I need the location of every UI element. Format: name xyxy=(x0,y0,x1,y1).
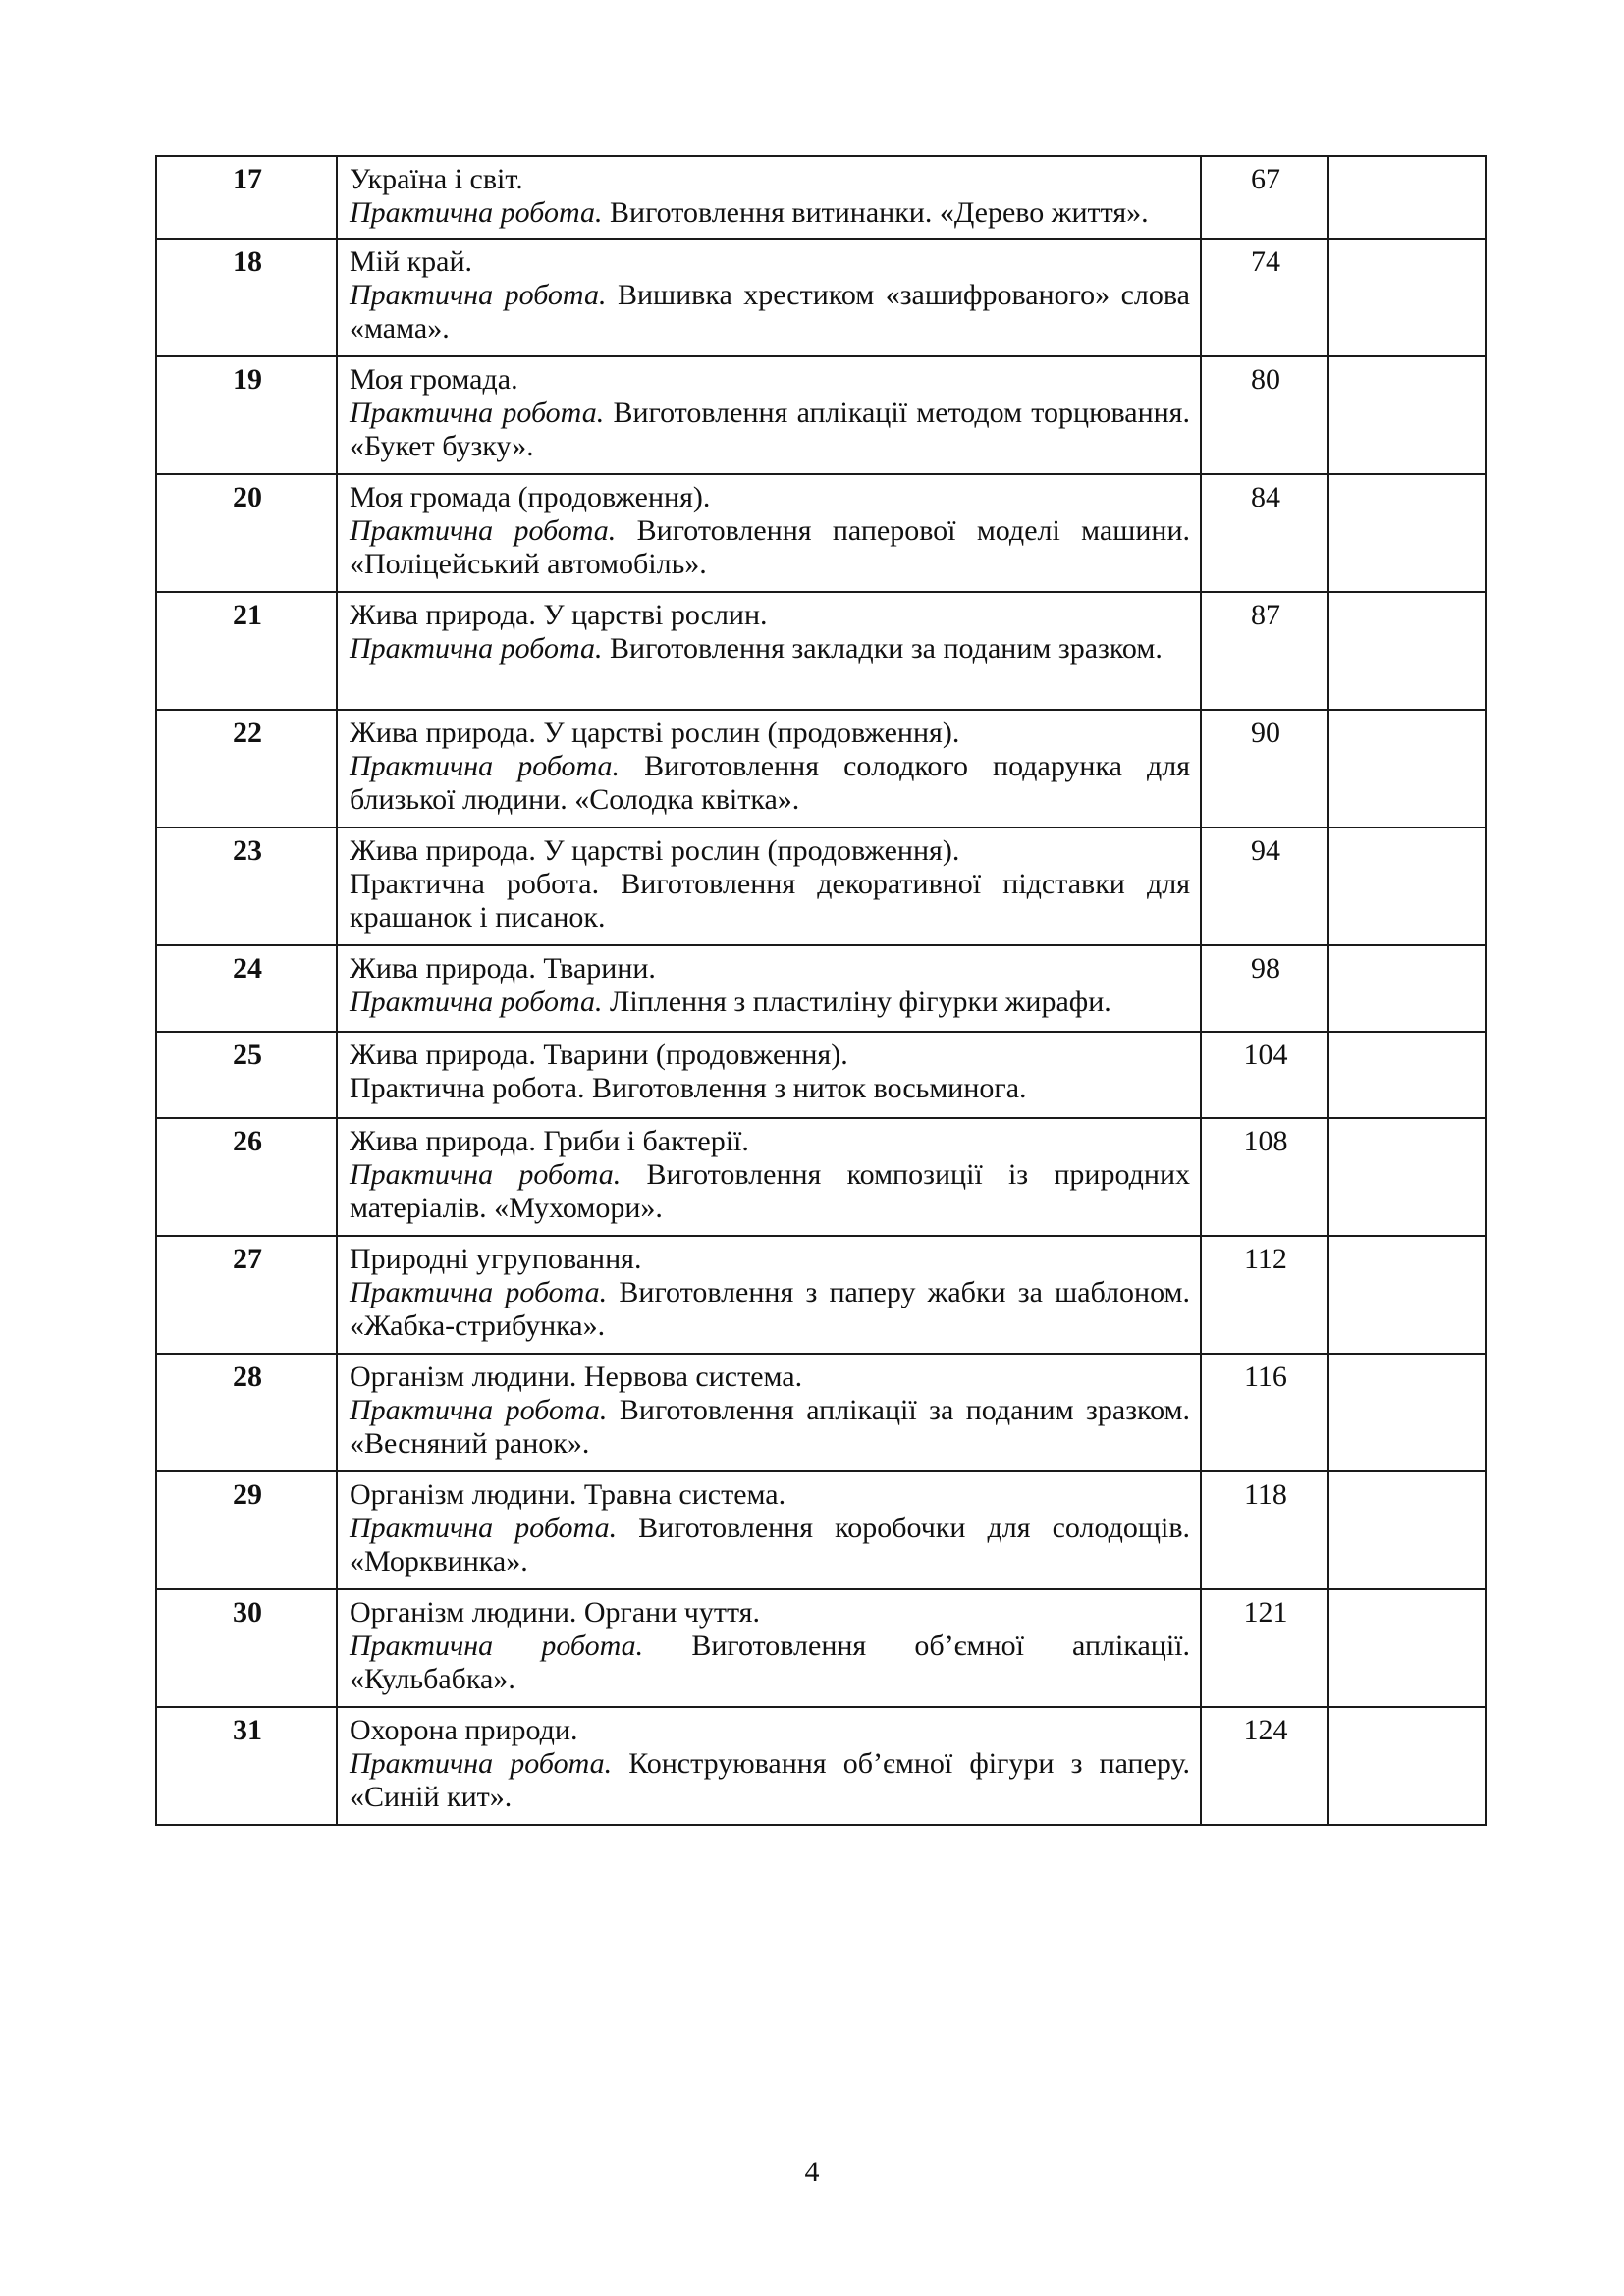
lesson-topic-cell xyxy=(337,474,1201,592)
lesson-mark-cell xyxy=(1328,1236,1486,1354)
lesson-mark-cell xyxy=(1328,239,1486,356)
practical-work-label: Практична робота. xyxy=(350,1512,618,1544)
practical-work-task: Конструювання об’ємної фігури з паперу. «Синій кит». xyxy=(350,1747,1190,1813)
practical-work-task: Виготовлення з ниток восьминога. xyxy=(591,1072,1027,1104)
lesson-number: 31 xyxy=(156,1707,337,1825)
lesson-title: Україна і світ. xyxy=(350,163,523,195)
lesson-title: Природні угруповання. xyxy=(350,1243,642,1275)
lesson-mark-cell xyxy=(1328,474,1486,592)
practical-work-label: Практична робота. xyxy=(350,1072,585,1104)
lesson-topic-cell xyxy=(337,1236,1201,1354)
practical-work-task: Виготовлення витинанки. «Дерево життя». xyxy=(610,196,1149,229)
practical-work-task: Виготовлення композиції із природних матеріалів. «Мухомори». xyxy=(350,1158,1190,1224)
lesson-title: Організм людини. Органи чуття. xyxy=(350,1596,760,1629)
practical-work xyxy=(350,1158,1190,1225)
lesson-title: Жива природа. Тварини. xyxy=(350,952,656,985)
lesson-number: 25 xyxy=(156,1032,337,1118)
lesson-title: Організм людини. Нервова система. xyxy=(350,1361,803,1393)
lesson-title: Жива природа. У царстві рослин (продовження). xyxy=(350,834,960,867)
lesson-title: Жива природа. Гриби і бактерії. xyxy=(350,1125,749,1157)
practical-work-label: Практична робота. xyxy=(350,1158,622,1191)
lesson-topic-cell xyxy=(337,592,1201,710)
lesson-number: 26 xyxy=(156,1118,337,1236)
lesson-topic-cell xyxy=(337,828,1201,945)
table-row xyxy=(156,474,1486,592)
lesson-title: Мій край. xyxy=(350,245,473,278)
lesson-number: 27 xyxy=(156,1236,337,1354)
lesson-topic-cell xyxy=(337,1032,1201,1118)
practical-work-label: Практична робота. xyxy=(350,279,607,311)
lesson-mark-cell xyxy=(1328,592,1486,710)
lesson-page: 74 xyxy=(1201,239,1328,356)
lesson-topic-cell xyxy=(337,239,1201,356)
lesson-mark-cell xyxy=(1328,1118,1486,1236)
lesson-mark-cell xyxy=(1328,1354,1486,1471)
practical-work xyxy=(350,1394,1190,1461)
lesson-mark-cell xyxy=(1328,828,1486,945)
lesson-mark-cell xyxy=(1328,1471,1486,1589)
table-row xyxy=(156,1032,1486,1118)
table-row xyxy=(156,1471,1486,1589)
lessons-table xyxy=(155,155,1487,1826)
practical-work-task: Вишивка хрестиком «зашифрованого» слова «мама». xyxy=(350,279,1190,345)
lesson-page: 80 xyxy=(1201,356,1328,474)
lesson-topic-cell xyxy=(337,356,1201,474)
practical-work xyxy=(350,1629,1190,1696)
lesson-page: 112 xyxy=(1201,1236,1328,1354)
lesson-number: 19 xyxy=(156,356,337,474)
table-row xyxy=(156,356,1486,474)
lesson-topic-cell xyxy=(337,710,1201,828)
lesson-topic-cell xyxy=(337,1354,1201,1471)
lesson-page: 84 xyxy=(1201,474,1328,592)
lesson-number: 29 xyxy=(156,1471,337,1589)
practical-work-label: Практична робота. xyxy=(350,1394,608,1426)
lesson-page: 87 xyxy=(1201,592,1328,710)
lesson-title: Моя громада. xyxy=(350,363,518,396)
lesson-page: 104 xyxy=(1201,1032,1328,1118)
practical-work xyxy=(350,196,1190,230)
practical-work-task: Виготовлення коробочки для солодощів. «Морквинка». xyxy=(350,1512,1191,1577)
lesson-title: Жива природа. У царстві рослин. xyxy=(350,599,768,631)
lesson-number: 20 xyxy=(156,474,337,592)
table-row xyxy=(156,592,1486,710)
lesson-title: Моя громада (продовження). xyxy=(350,481,711,513)
lesson-topic-cell xyxy=(337,945,1201,1032)
practical-work-label: Практична робота. xyxy=(350,632,603,665)
lesson-mark-cell xyxy=(1328,156,1486,239)
lesson-page: 67 xyxy=(1201,156,1328,239)
table-row xyxy=(156,1589,1486,1707)
table-row xyxy=(156,945,1486,1032)
practical-work-label: Практична робота. xyxy=(350,750,621,782)
practical-work-task: Виготовлення солодкого подарунка для близької людини. «Солодка квітка». xyxy=(350,750,1191,816)
lesson-number: 30 xyxy=(156,1589,337,1707)
practical-work-task: Виготовлення аплікації за поданим зразком. «Весняний ранок». xyxy=(350,1394,1191,1460)
table-row xyxy=(156,156,1486,239)
practical-work xyxy=(350,986,1190,1019)
practical-work xyxy=(350,279,1190,346)
lesson-number: 18 xyxy=(156,239,337,356)
lesson-page: 98 xyxy=(1201,945,1328,1032)
lesson-page: 124 xyxy=(1201,1707,1328,1825)
practical-work-task: Виготовлення об’ємної аплікації. «Кульбабка». xyxy=(350,1629,1190,1695)
lesson-title: Жива природа. У царстві рослин (продовження). xyxy=(350,717,960,749)
practical-work xyxy=(350,1072,1190,1105)
lesson-mark-cell xyxy=(1328,1707,1486,1825)
lesson-mark-cell xyxy=(1328,1589,1486,1707)
lesson-page: 116 xyxy=(1201,1354,1328,1471)
table-row xyxy=(156,239,1486,356)
lesson-number: 24 xyxy=(156,945,337,1032)
lesson-number: 21 xyxy=(156,592,337,710)
lessons-table-body xyxy=(156,156,1486,1825)
table-row xyxy=(156,1354,1486,1471)
lesson-title: Охорона природи. xyxy=(350,1714,578,1746)
practical-work-label: Практична робота. xyxy=(350,986,603,1018)
lesson-mark-cell xyxy=(1328,1032,1486,1118)
practical-work-task: Виготовлення закладки за поданим зразком. xyxy=(610,632,1163,665)
table-row xyxy=(156,1236,1486,1354)
lesson-mark-cell xyxy=(1328,356,1486,474)
practical-work xyxy=(350,868,1190,934)
practical-work xyxy=(350,514,1190,581)
practical-work-label: Практична робота. xyxy=(350,397,605,429)
practical-work-label: Практична робота. xyxy=(350,1276,608,1308)
lesson-page: 94 xyxy=(1201,828,1328,945)
table-row xyxy=(156,710,1486,828)
table-row xyxy=(156,1707,1486,1825)
practical-work-task: Ліплення з пластиліну фігурки жирафи. xyxy=(610,986,1111,1018)
practical-work-label: Практична робота. xyxy=(350,514,617,547)
lesson-number: 22 xyxy=(156,710,337,828)
lesson-topic-cell xyxy=(337,1118,1201,1236)
lesson-mark-cell xyxy=(1328,945,1486,1032)
practical-work xyxy=(350,1747,1190,1814)
table-row xyxy=(156,1118,1486,1236)
lesson-page: 118 xyxy=(1201,1471,1328,1589)
lesson-page: 121 xyxy=(1201,1589,1328,1707)
practical-work xyxy=(350,632,1190,666)
lesson-topic-cell xyxy=(337,1589,1201,1707)
lesson-number: 17 xyxy=(156,156,337,239)
lesson-number: 28 xyxy=(156,1354,337,1471)
practical-work xyxy=(350,1512,1190,1578)
lesson-topic-cell xyxy=(337,1707,1201,1825)
practical-work-task: Виготовлення аплікації методом торцювання. «Букет бузку». xyxy=(350,397,1190,462)
lesson-topic-cell xyxy=(337,1471,1201,1589)
lesson-title: Організм людини. Травна система. xyxy=(350,1478,786,1511)
lesson-title: Жива природа. Тварини (продовження). xyxy=(350,1039,848,1071)
practical-work xyxy=(350,1276,1190,1343)
practical-work-task: Виготовлення з паперу жабки за шаблоном. «Жабка-стрибунка». xyxy=(350,1276,1190,1342)
lesson-mark-cell xyxy=(1328,710,1486,828)
table-row xyxy=(156,828,1486,945)
practical-work-label: Практична робота. xyxy=(350,1747,613,1780)
lesson-number: 23 xyxy=(156,828,337,945)
page-number: 4 xyxy=(804,2156,820,2188)
practical-work xyxy=(350,750,1190,817)
practical-work-task: Виготовлення паперової моделі машини. «Поліцейський автомобіль». xyxy=(350,514,1190,580)
lesson-page: 90 xyxy=(1201,710,1328,828)
lesson-topic-cell xyxy=(337,156,1201,239)
practical-work-task: Виготовлення декоративної підставки для крашанок і писанок. xyxy=(350,868,1190,934)
practical-work-label: Практична робота. xyxy=(350,1629,644,1662)
lesson-page: 108 xyxy=(1201,1118,1328,1236)
practical-work xyxy=(350,397,1190,463)
practical-work-label: Практична робота. xyxy=(350,196,603,229)
practical-work-label: Практична робота. xyxy=(350,868,600,900)
